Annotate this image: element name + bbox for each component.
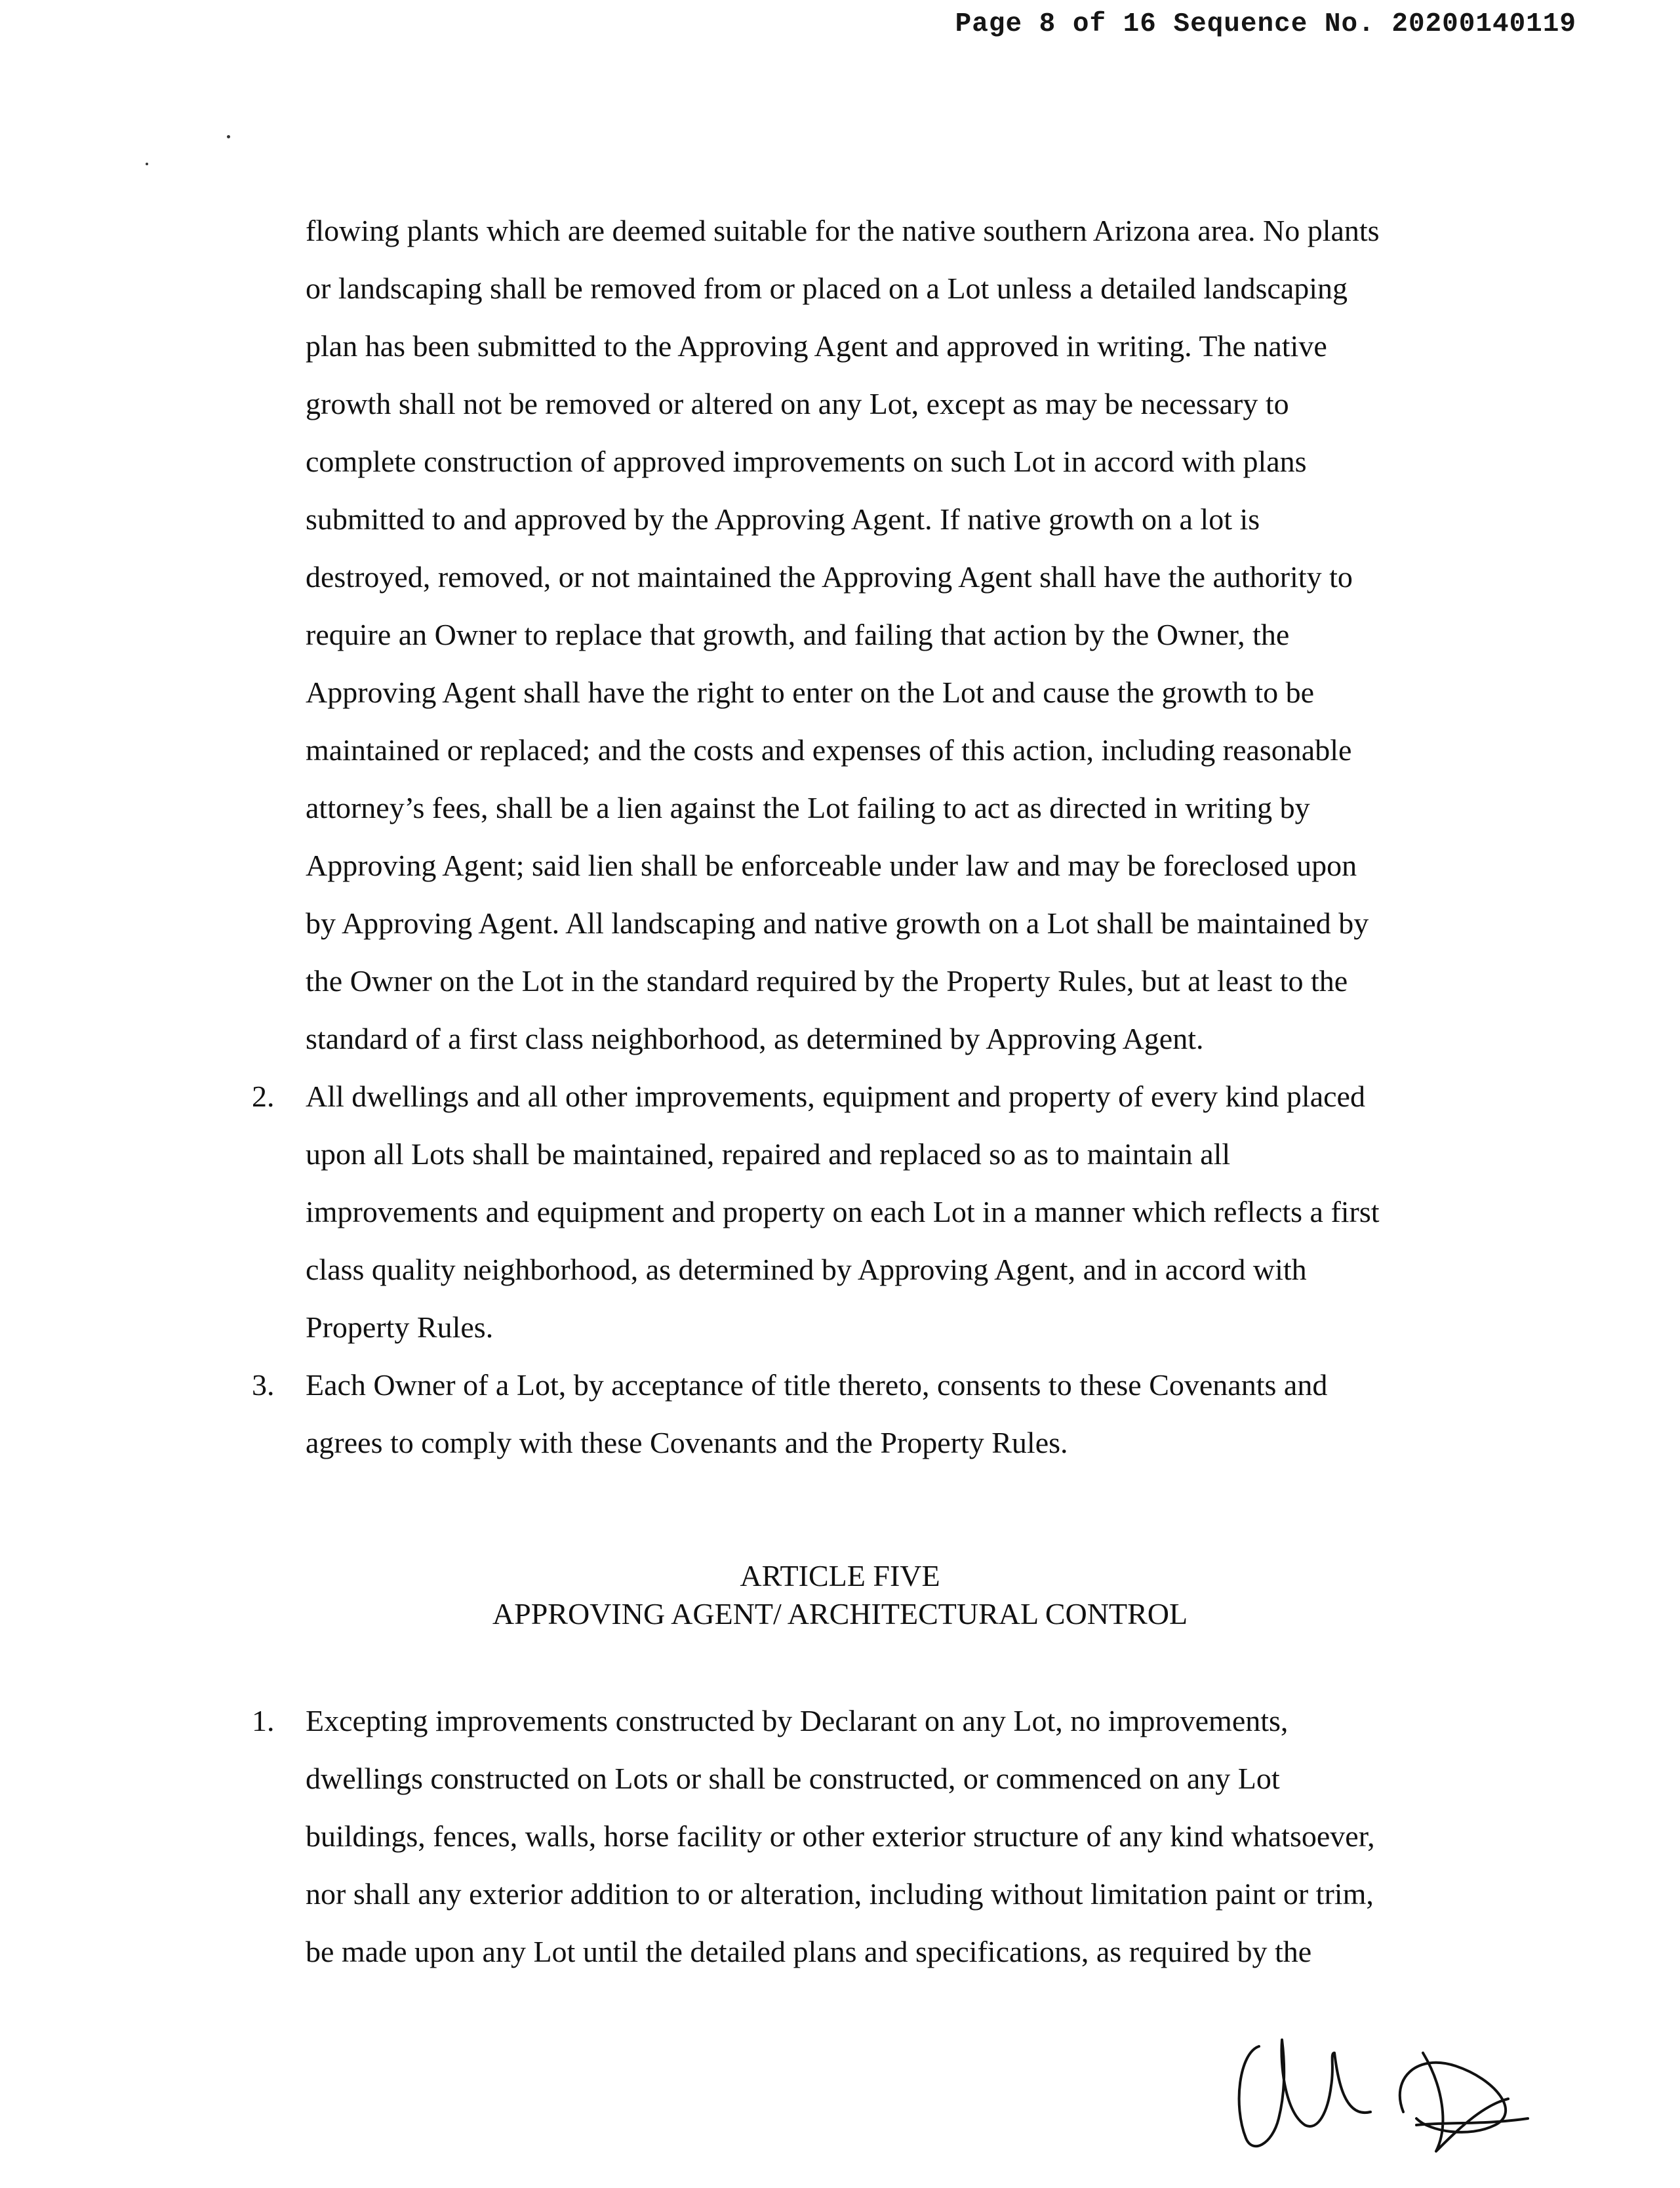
article-five-item-1 bbox=[252, 1692, 1512, 1981]
item-line: agrees to comply with these Covenants and the Property Rules. bbox=[306, 1426, 1068, 1459]
paragraph-line: Approving Agent; said lien shall be enforceable under law and may be foreclosed upon bbox=[306, 849, 1357, 882]
paragraph-line: destroyed, removed, or not maintained the Approving Agent shall have the authority to bbox=[306, 560, 1353, 594]
numbered-item-3 bbox=[252, 1356, 1512, 1472]
item-line: be made upon any Lot until the detailed plans and specifications, as required by the bbox=[306, 1935, 1312, 1968]
paragraph-line: attorney’s fees, shall be a lien against the Lot failing to act as directed in writing by bbox=[306, 791, 1310, 824]
paragraph-line: submitted to and approved by the Approving Agent. If native growth on a lot is bbox=[306, 502, 1260, 536]
paragraph-line: plan has been submitted to the Approving Agent and approved in writing. The native bbox=[306, 329, 1327, 363]
paragraph-line: by Approving Agent. All landscaping and native growth on a Lot shall be maintained by bbox=[306, 906, 1369, 940]
handwritten-initials-signature bbox=[1220, 2027, 1534, 2158]
numbered-item-2 bbox=[252, 1068, 1512, 1356]
item-number: 3. bbox=[252, 1368, 275, 1402]
scan-speck bbox=[227, 135, 230, 138]
item-line: buildings, fences, walls, horse facility or other exterior structure of any kind whatsoever, bbox=[306, 1819, 1375, 1853]
paragraph-line: complete construction of approved improvements on such Lot in accord with plans bbox=[306, 445, 1307, 478]
paragraph-line: maintained or replaced; and the costs and expenses of this action, including reasonable bbox=[306, 733, 1352, 767]
continuation-paragraph bbox=[306, 202, 1512, 1068]
article-five-heading bbox=[0, 1557, 1680, 1633]
item-line: improvements and equipment and property on each Lot in a manner which reflects a first bbox=[306, 1195, 1380, 1228]
item-number: 2. bbox=[252, 1080, 275, 1113]
scan-speck bbox=[146, 163, 148, 165]
item-line: class quality neighborhood, as determined by Approving Agent, and in accord with bbox=[306, 1253, 1307, 1286]
article-subtitle: APPROVING AGENT/ ARCHITECTURAL CONTROL bbox=[492, 1597, 1188, 1631]
item-line: Excepting improvements constructed by Declarant on any Lot, no improvements, bbox=[306, 1704, 1289, 1737]
paragraph-line: the Owner on the Lot in the standard required by the Property Rules, but at least to the bbox=[306, 964, 1348, 998]
paragraph-line: require an Owner to replace that growth, and failing that action by the Owner, the bbox=[306, 618, 1290, 651]
item-number: 1. bbox=[252, 1704, 275, 1737]
paragraph-line: or landscaping shall be removed from or placed on a Lot unless a detailed landscaping bbox=[306, 272, 1348, 305]
article-title: ARTICLE FIVE bbox=[740, 1559, 940, 1592]
item-line: upon all Lots shall be maintained, repaired and replaced so as to maintain all bbox=[306, 1137, 1231, 1171]
item-line: Property Rules. bbox=[306, 1310, 494, 1344]
item-line: nor shall any exterior addition to or alteration, including without limitation paint or trim, bbox=[306, 1877, 1374, 1911]
paragraph-line: growth shall not be removed or altered on any Lot, except as may be necessary to bbox=[306, 387, 1289, 420]
paragraph-line: standard of a first class neighborhood, as determined by Approving Agent. bbox=[306, 1022, 1204, 1055]
paragraph-line: Approving Agent shall have the right to enter on the Lot and cause the growth to be bbox=[306, 676, 1315, 709]
page-sequence-header: Page 8 of 16 Sequence No. 20200140119 bbox=[955, 9, 1576, 39]
item-line: Each Owner of a Lot, by acceptance of title thereto, consents to these Covenants and bbox=[306, 1368, 1328, 1402]
item-line: dwellings constructed on Lots or shall be constructed, or commenced on any Lot bbox=[306, 1762, 1280, 1795]
paragraph-line: flowing plants which are deemed suitable for the native southern Arizona area. No plants bbox=[306, 214, 1380, 247]
item-line: All dwellings and all other improvements, equipment and property of every kind placed bbox=[306, 1080, 1365, 1113]
